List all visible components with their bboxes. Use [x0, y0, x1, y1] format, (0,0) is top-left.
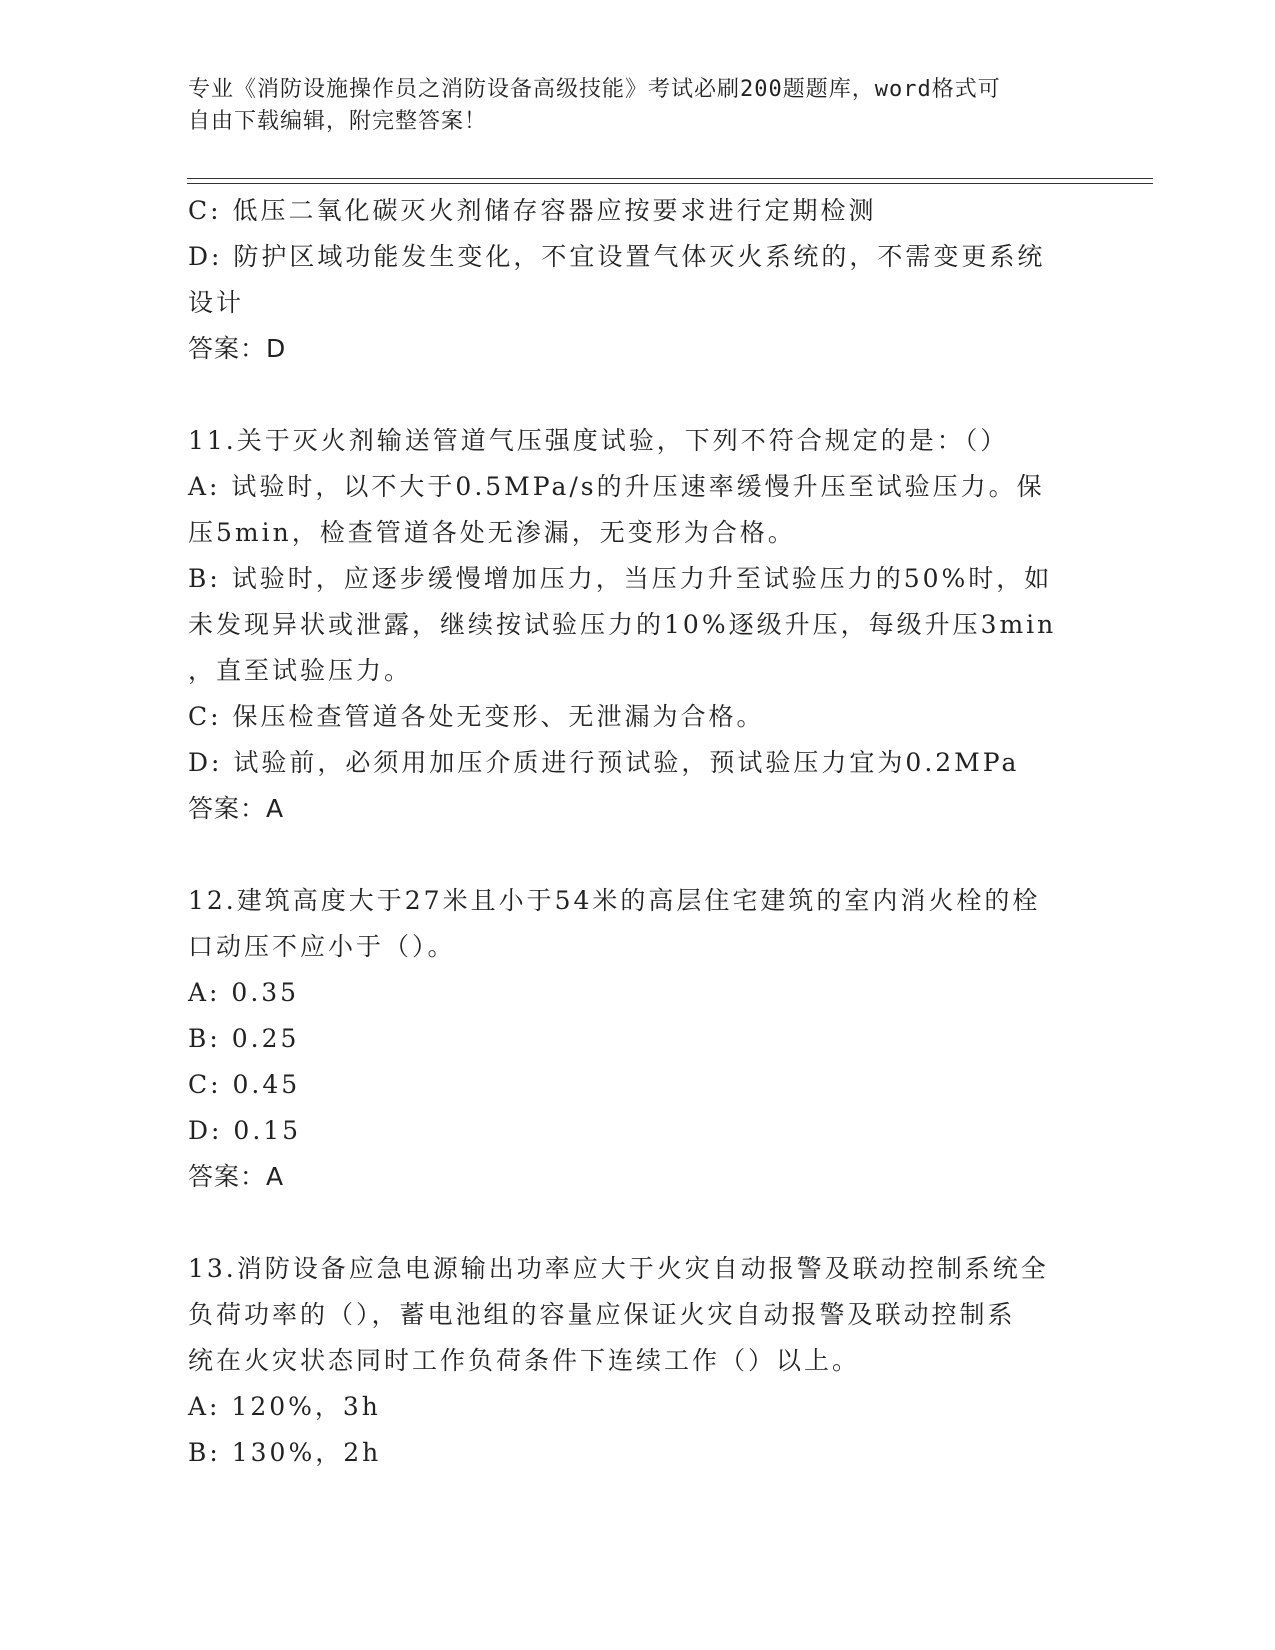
option-d: D: 0.15 [188, 1116, 302, 1145]
question-stem: 13.消防设备应急电源输出功率应大于火灾自动报警及联动控制系统全 [188, 1254, 1049, 1283]
answer: 答案：A [188, 1162, 285, 1191]
question-10 [188, 188, 1088, 372]
option-a: A: 120%，3h [188, 1392, 381, 1421]
question-stem-continued: 负荷功率的（），蓄电池组的容量应保证火灾自动报警及联动控制系 [188, 1300, 1016, 1329]
option-c: C: 保压检查管道各处无变形、无泄漏为合格。 [188, 702, 765, 731]
option-c: C: 低压二氧化碳灭火剂储存容器应按要求进行定期检测 [188, 196, 877, 225]
question-stem: 12.建筑高度大于27米且小于54米的高层住宅建筑的室内消火栓的栓 [188, 886, 1041, 915]
option-d: D: 试验前，必须用加压介质进行预试验，预试验压力宜为0.2MPa [188, 748, 1020, 777]
document-header [188, 74, 1088, 138]
option-d-continued: 设计 [188, 288, 245, 317]
spacer [188, 832, 1088, 878]
header-divider-bottom [187, 183, 1153, 184]
question-11 [188, 418, 1088, 832]
spacer [188, 372, 1088, 418]
option-a-continued: 压5min，检查管道各处无渗漏，无变形为合格。 [188, 518, 796, 547]
question-stem-continued: 口动压不应小于（）。 [188, 932, 456, 961]
header-line-2: 自由下载编辑，附完整答案！ [188, 109, 488, 134]
option-a: A: 试验时，以不大于0.5MPa/s的升压速率缓慢升压至试验压力。保 [188, 472, 1045, 501]
question-content [188, 188, 1088, 1476]
option-b: B: 0.25 [188, 1024, 300, 1053]
question-12 [188, 878, 1088, 1200]
option-c: C: 0.45 [188, 1070, 301, 1099]
answer: 答案：D [188, 334, 287, 363]
option-d: D: 防护区域功能发生变化，不宜设置气体灭火系统的，不需变更系统 [188, 242, 1046, 271]
question-stem: 11.关于灭火剂输送管道气压强度试验，下列不符合规定的是：（） [188, 426, 1009, 455]
answer: 答案：A [188, 794, 285, 823]
header-line-1: 专业《消防设施操作员之消防设备高级技能》考试必刷200题题库，word格式可 [188, 77, 1001, 102]
option-b-continued-2: ，直至试验压力。 [188, 656, 413, 685]
header-divider-top [187, 178, 1153, 179]
option-b: B: 试验时，应逐步缓慢增加压力，当压力升至试验压力的50%时，如 [188, 564, 1053, 593]
option-b: B: 130%，2h [188, 1438, 382, 1467]
spacer [188, 1200, 1088, 1246]
question-stem-continued-2: 统在火灾状态同时工作负荷条件下连续工作（）以上。 [188, 1346, 861, 1375]
option-b-continued: 未发现异状或泄露，继续按试验压力的10%逐级升压，每级升压3min [188, 610, 1057, 639]
question-13 [188, 1246, 1088, 1476]
option-a: A: 0.35 [188, 978, 300, 1007]
